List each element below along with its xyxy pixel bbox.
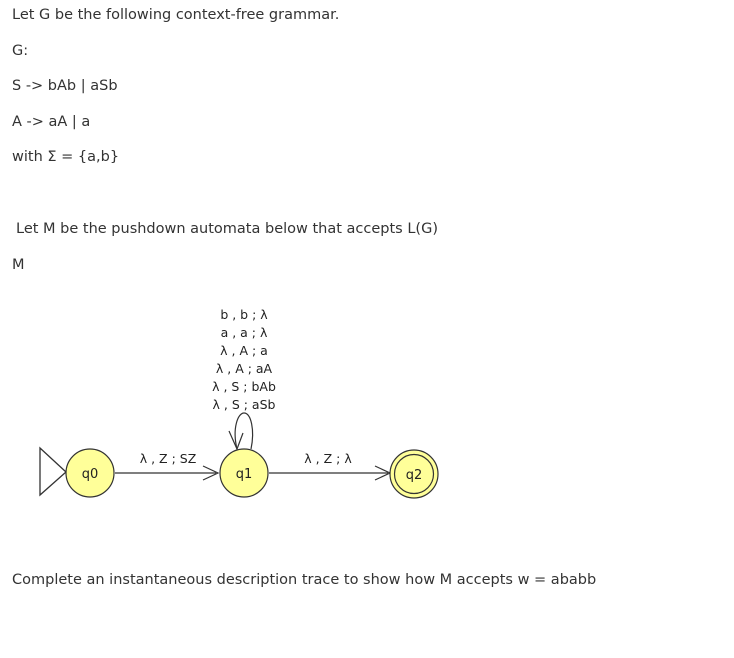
alphabet-text: with Σ = {a,b} (12, 149, 120, 165)
initial-state-arrow-icon (40, 448, 66, 495)
loop-label: λ , S ; aSb (212, 397, 276, 412)
loop-label: λ , S ; bAb (212, 379, 276, 394)
loop-label: b , b ; λ (220, 307, 268, 322)
machine-name: M (12, 257, 25, 273)
loop-label: a , a ; λ (220, 325, 268, 340)
state-q2-label: q2 (405, 468, 423, 483)
transition-label-q1-q2: λ , Z ; λ (304, 451, 352, 466)
loop-label: λ , A ; aA (215, 361, 273, 376)
loop-edge-q1 (235, 413, 252, 449)
transition-label-q0-q1: λ , Z ; SZ (139, 451, 197, 466)
state-q0-label: q0 (81, 467, 99, 482)
pda-intro-text: Let M be the pushdown automata below that accepts L(G) (16, 221, 438, 237)
production-s: S -> bAb | aSb (12, 78, 118, 94)
state-q1 (220, 449, 268, 497)
state-q1-label: q1 (235, 467, 253, 482)
loop-label-stack (212, 307, 276, 412)
grammar-name: G: (12, 43, 29, 59)
state-q2 (390, 450, 438, 498)
state-q0 (66, 449, 114, 497)
loop-label: λ , A ; a (220, 343, 268, 358)
production-a: A -> aA | a (12, 114, 91, 130)
task-text: Complete an instantaneous description trace to show how M accepts w = ababb (12, 572, 597, 588)
intro-text: Let G be the following context-free grammar. (12, 7, 340, 23)
